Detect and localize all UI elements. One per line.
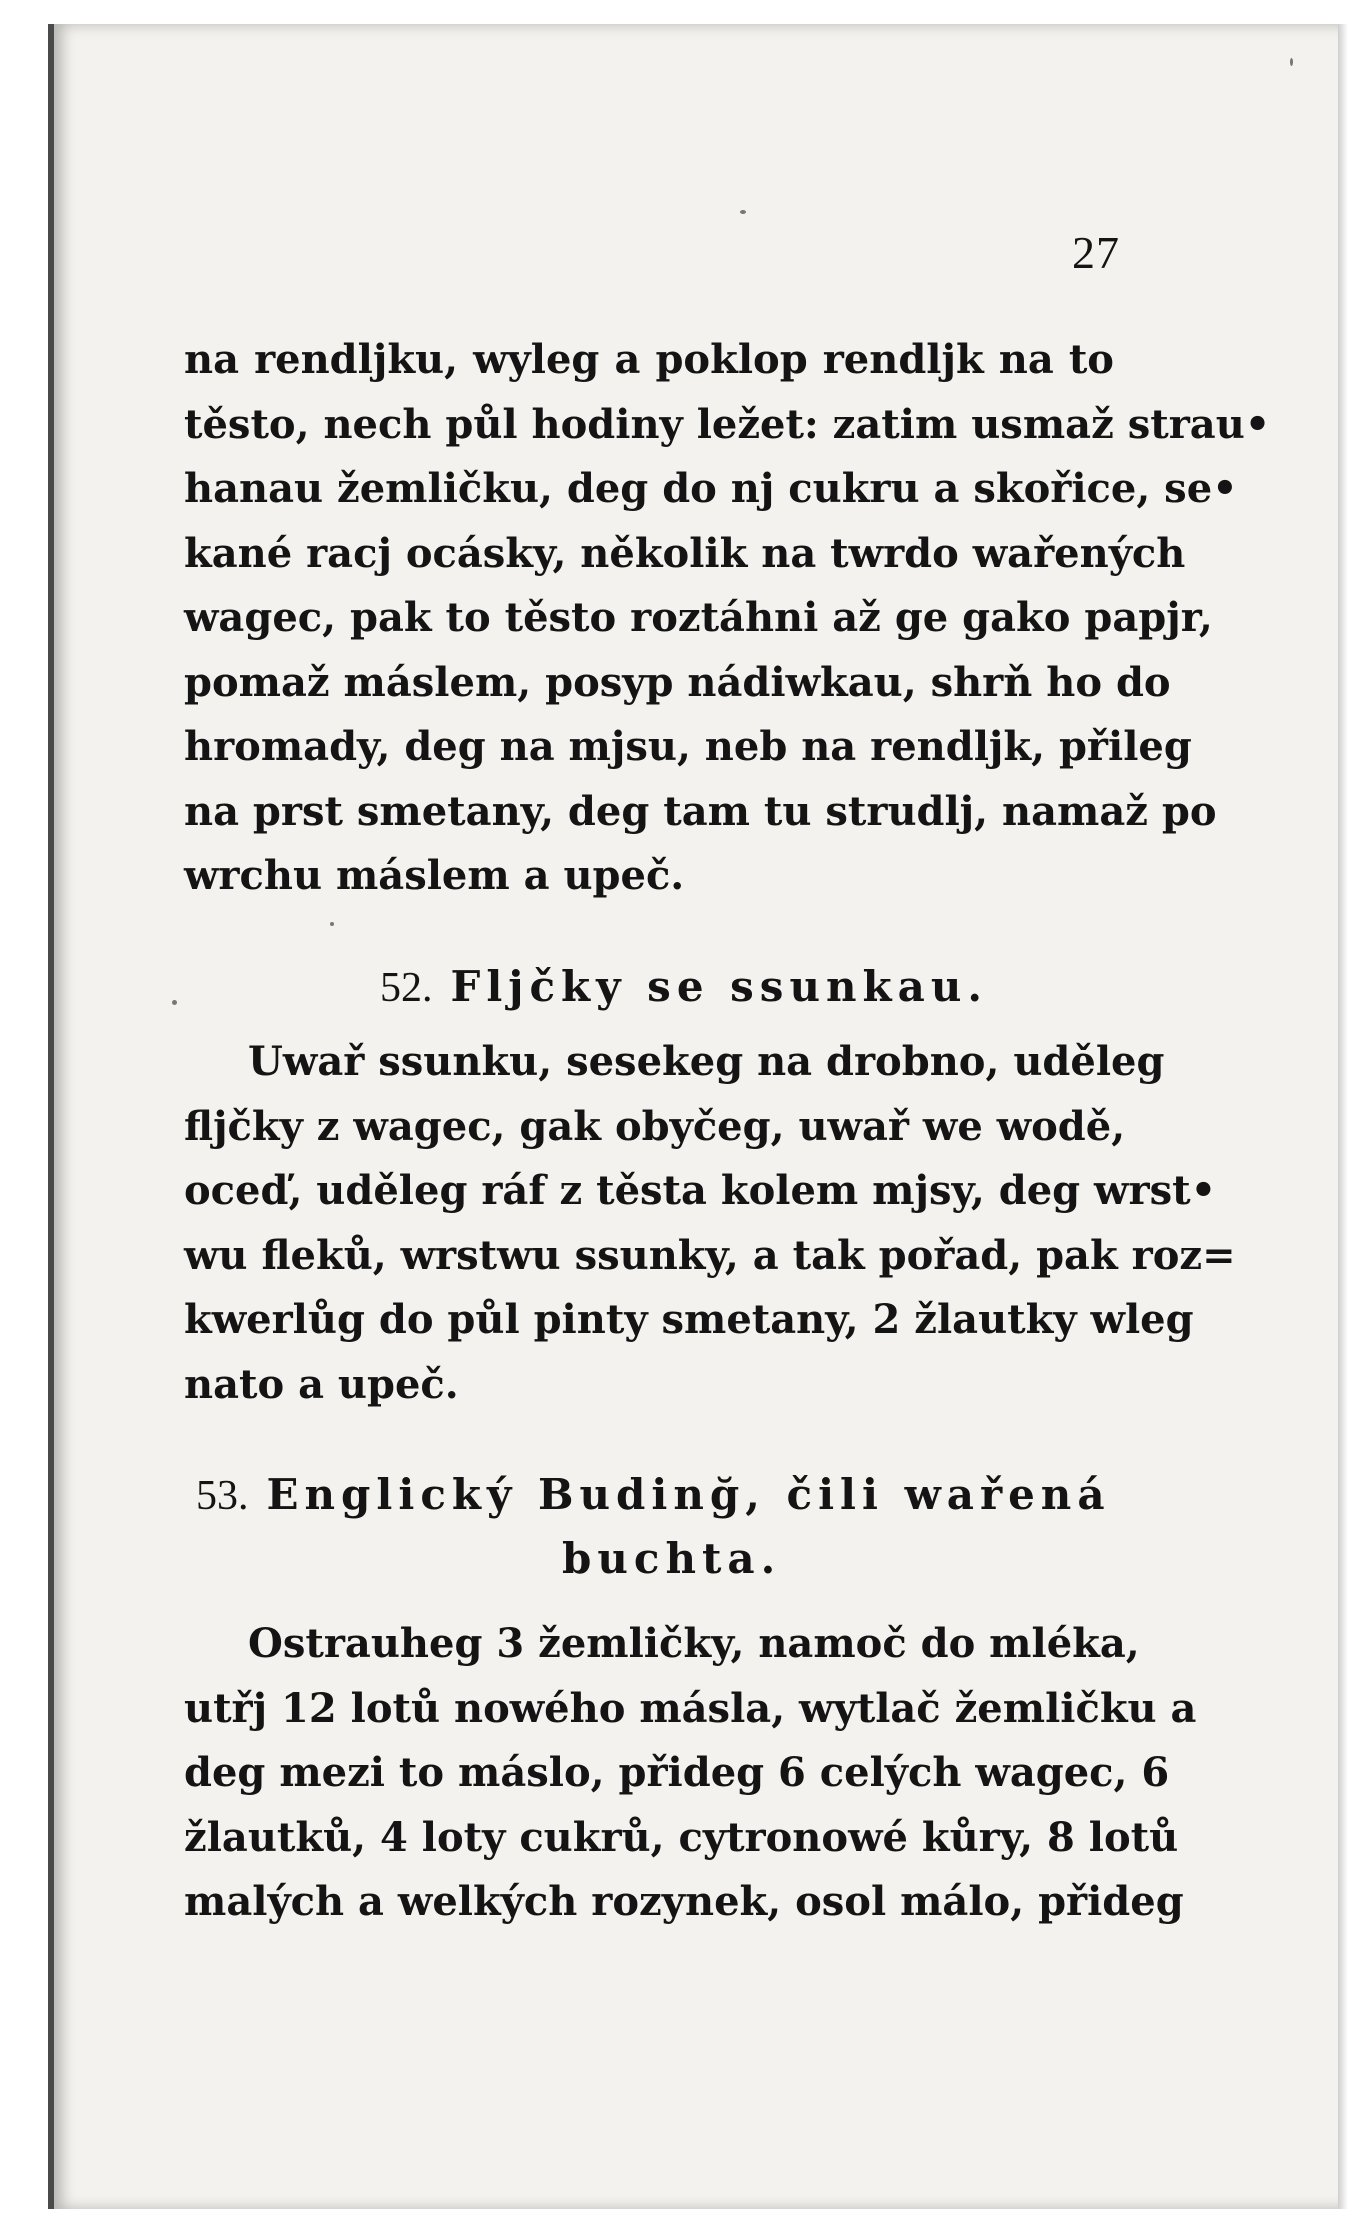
text-line: wagec, pak to těsto roztáhni až ge gako papjr, bbox=[184, 594, 1213, 641]
paper-speck bbox=[740, 210, 746, 214]
section-number: 53. bbox=[196, 1473, 249, 1519]
text-line: Uwař ssunku, sesekeg na drobno, uděleg bbox=[248, 1038, 1165, 1085]
section-52-heading bbox=[380, 962, 988, 1012]
top-paragraph bbox=[184, 328, 1271, 909]
text-line: kwerlůg do půl pinty smetany, 2 žlautky wleg bbox=[184, 1296, 1194, 1343]
section-title: Englický Budinğ, čili wařená bbox=[266, 1470, 1111, 1519]
page-edge bbox=[1338, 24, 1348, 2209]
section-53-body bbox=[184, 1612, 1197, 1935]
section-53-heading bbox=[196, 1470, 1111, 1520]
section-number: 52. bbox=[380, 965, 433, 1011]
text-line: na rendljku, wyleg a poklop rendljk na to bbox=[184, 336, 1114, 383]
text-line: Ostrauheg 3 žemličky, namoč do mléka, bbox=[248, 1620, 1140, 1667]
text-line: kané racj ocásky, několik na twrdo wařených bbox=[184, 529, 1186, 577]
text-line: hromady, deg na mjsu, neb na rendljk, přileg bbox=[184, 723, 1192, 770]
section-title: Fljčky se ssunkau. bbox=[450, 962, 988, 1011]
text-line: nato a upeč. bbox=[184, 1360, 459, 1408]
section-53-heading-continued bbox=[562, 1534, 781, 1583]
section-52-body bbox=[184, 1030, 1236, 1417]
paper-speck bbox=[172, 1000, 177, 1005]
section-title-continued: buchta. bbox=[562, 1534, 782, 1583]
text-line: utřj 12 lotů nowého másla, wytlač žemličku a bbox=[184, 1684, 1197, 1732]
text-line: fljčky z wagec, gak obyčeg, uwař we wodě, bbox=[184, 1102, 1126, 1150]
text-line: wu fleků, wrstwu ssunky, a tak pořad, pak roz= bbox=[184, 1231, 1236, 1279]
paper-speck bbox=[1290, 58, 1293, 66]
text-line: těsto, nech půl hodiny ležet: zatim usmaž strau• bbox=[184, 400, 1271, 448]
text-line: deg mezi to máslo, přideg 6 celých wagec, 6 bbox=[184, 1749, 1170, 1796]
text-line: pomaž máslem, posyp nádiwkau, shrň ho do bbox=[184, 658, 1171, 706]
page-number: 27 bbox=[1072, 227, 1120, 278]
paper-speck bbox=[330, 922, 334, 926]
text-line: malých a welkých rozynek, osol málo, přideg bbox=[184, 1878, 1184, 1925]
text-line: oceď, uděleg ráf z těsta kolem mjsy, deg wrst• bbox=[184, 1167, 1217, 1214]
text-line: wrchu máslem a upeč. bbox=[184, 852, 685, 899]
text-line: hanau žemličku, deg do nj cukru a skořice, se• bbox=[184, 465, 1238, 512]
text-line: na prst smetany, deg tam tu strudlj, namaž po bbox=[184, 787, 1217, 835]
text-line: žlautků, 4 loty cukrů, cytronowé kůry, 8 lotů bbox=[184, 1813, 1179, 1861]
